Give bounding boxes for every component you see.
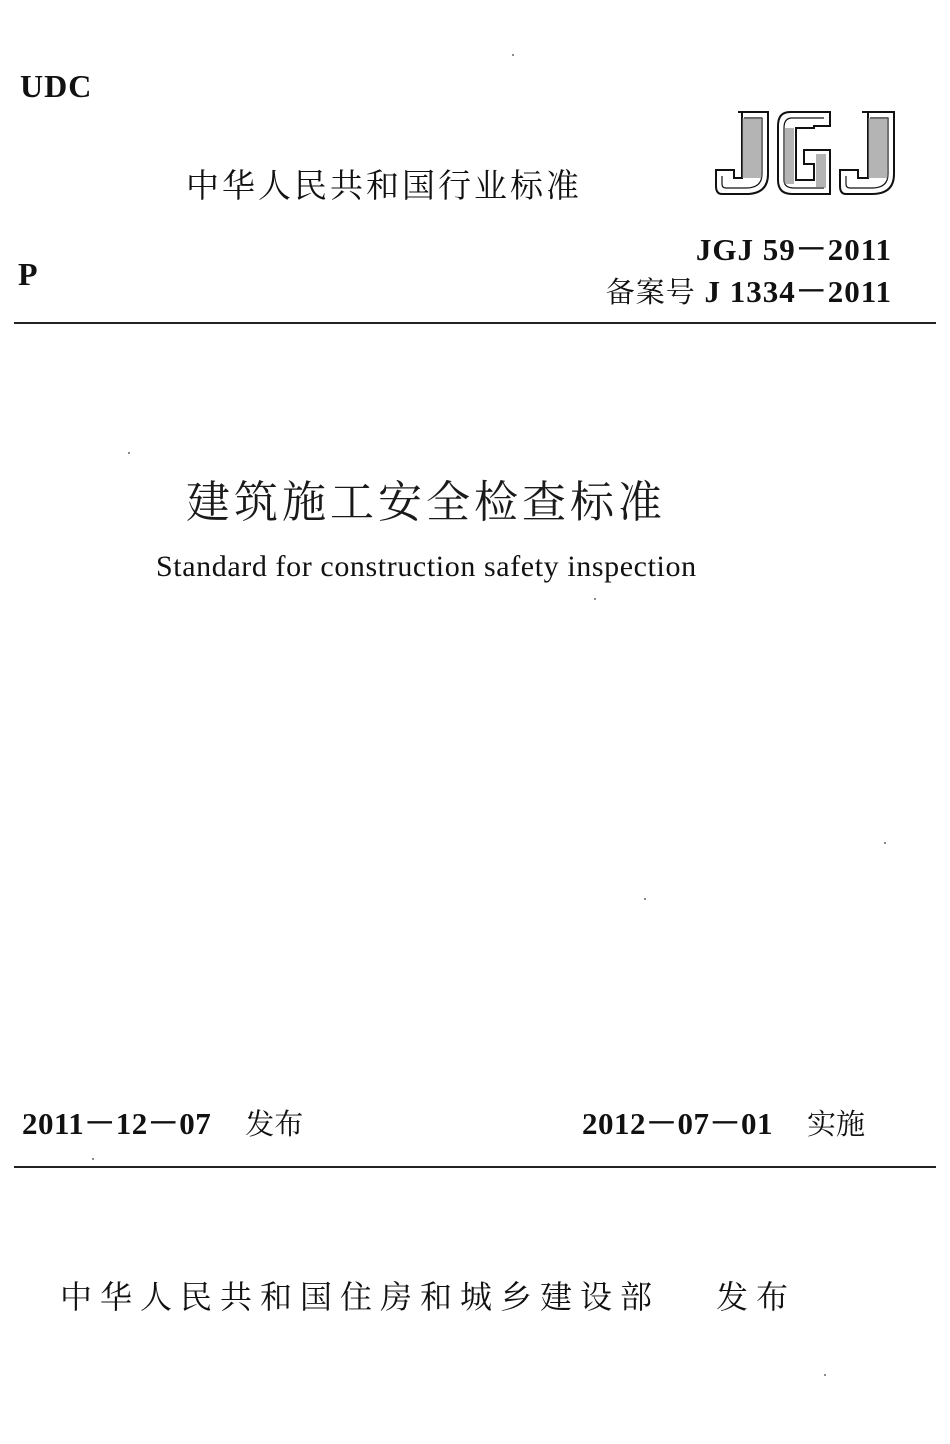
classification-letter: P [18, 256, 38, 292]
scan-speck [824, 1374, 826, 1376]
record-number: J 1334－2011 [704, 274, 892, 309]
implementation-date-line [582, 1098, 865, 1143]
scan-speck [644, 898, 646, 900]
standard-number: JGJ 59－2011 [695, 232, 892, 267]
scan-speck [92, 1158, 94, 1160]
publisher-line [60, 1272, 796, 1318]
issue-date: 2011－12－07 [22, 1106, 212, 1141]
issue-label: 发布 [245, 1107, 304, 1141]
scan-speck [594, 598, 596, 600]
implementation-date: 2012－07－01 [582, 1106, 773, 1141]
implementation-label: 实施 [807, 1107, 866, 1141]
record-number-line [606, 266, 892, 311]
bottom-divider [14, 1166, 936, 1168]
record-label: 备案号 [605, 275, 696, 309]
udc-label: UDC [20, 68, 93, 104]
document-title-english: Standard for construction safety inspection [156, 550, 697, 583]
scan-speck [512, 54, 514, 56]
publisher-name: 中华人民共和国住房和城乡建设部 [60, 1278, 661, 1316]
jgj-logo [712, 104, 898, 200]
scan-speck [128, 452, 130, 454]
publisher-label: 发布 [716, 1278, 797, 1316]
scan-speck [884, 842, 886, 844]
document-title-chinese: 建筑施工安全检查标准 [186, 477, 666, 528]
issue-date-line [22, 1098, 303, 1143]
industry-standard-heading: 中华人民共和国行业标准 [186, 166, 582, 205]
top-divider [14, 322, 936, 324]
